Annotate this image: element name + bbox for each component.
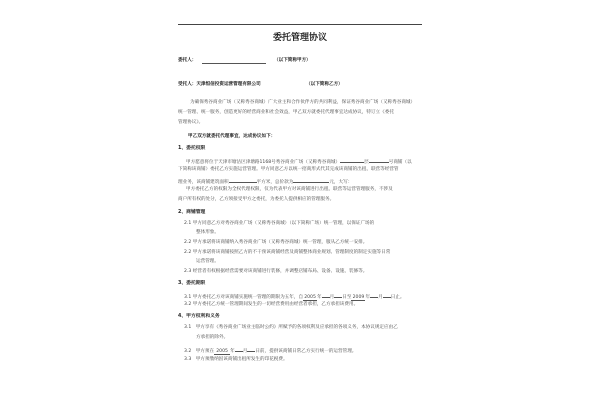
section-2-item-1: 2.1 甲方同意乙方对秀谷商业广场（又称秀谷商城）（以下简称广场）统一管理，以保证广场的 [184, 221, 375, 226]
section-3-heading: 3、委托期限 [178, 281, 206, 286]
intro-line-1: 为确保秀谷商业广场（又称秀谷商城）广大业主和合作伙伴方的共同利益，保证秀谷商业广场（又称秀谷商城） [190, 100, 416, 105]
section-4-item-3: 3.3 甲方须缴纳因该商铺出租所发生的印花税费。 [184, 357, 288, 362]
section-4-item-1-cont: 方承担的除外。 [196, 335, 229, 340]
party-b-label: 受托人：天津恒信投资运营管理有限公司 [178, 82, 261, 87]
intro-line-2: 统一管理、统一服务，创造更好的经营商业和社会效益，甲乙双方就委托代理事宜达成协议，特订立《委托 [178, 110, 394, 115]
party-b-note: （以下简称乙方） [306, 82, 343, 87]
section-2-item-4: 2.3 经营者有权根据经营需要对该商铺进行装修，并调整店铺布局、设备、设施、装修等。 [184, 269, 368, 274]
header-rule [178, 24, 422, 25]
party-a-name-blank [202, 58, 266, 64]
section-4-item-2: 3.2 甲方须在 2005 年 月 日前，提供该商铺日常乙方实行统一的运营管理。 [184, 346, 356, 355]
section-4-item-1: 3.1 甲方享有《秀谷商业广场业主临时公约》所赋予的各项权利及应承担的各项义务，本协议规定应由乙 [184, 325, 398, 330]
section-1-line-3: 理业务，该商铺建筑面积 平方米，总价款为 元，大写： [178, 177, 352, 186]
section-3-item-1: 3.1 甲方委托乙方对该商铺实施统一管理的期限为五年，自2005年 月 日至2009年 月 日止。 [184, 292, 404, 301]
section-2-item-3: 2.2 甲方承诺将该商铺按照乙方的不干预该商铺经营及商铺整体商业规划、管理制度的制定实施等日常 [184, 250, 391, 255]
section-2-item-3-cont: 运营管理。 [196, 259, 219, 264]
section-1-line-5: 商户所有权的处分，乙方须接受甲方之委托，为委托人提供相应的管理服务。 [178, 197, 335, 202]
party-a-label: 委托人： [178, 58, 197, 63]
section-4-heading: 4、甲方权利和义务 [178, 314, 220, 319]
section-1-line-2: 下简称该商铺）委托乙方实施运营管理。甲方同意乙方以统一招商形式代其完成该商铺的出租、联营等经营管 [178, 167, 399, 172]
document-title: 委托管理协议 [272, 33, 327, 43]
section-1-line-4: 甲方委托乙方的权限为全权代理权限，仅为代表甲方对该商铺进行出租、联营等运营管理服务，不涉及 [186, 187, 393, 192]
section-2-item-2: 2.2 甲方承诺将该商铺纳入秀谷商业广场（又称秀谷商城）统一管理，服从乙方统一安排。 [184, 240, 368, 245]
section-2-heading: 2、商铺管理 [178, 210, 206, 215]
section-2-item-1-cont: 整体形象。 [196, 230, 219, 235]
intro-line-3: 管理协议》。 [178, 120, 204, 125]
party-a-note: （以下简称甲方） [274, 58, 311, 63]
section-1-heading: 1、委托权限 [178, 146, 206, 151]
section-3-item-2: 3.2 甲方委托乙方统一管理期间发生的一切经营费用由经营者承担，乙方承担该费用。 [184, 302, 359, 307]
section-1-line-1: 甲方愿意将位于天津市塘沽区津塘路1168号秀谷商业广场（又称秀谷商城） 层 号商铺（以 [186, 157, 412, 166]
agreement-heading: 甲乙双方就委托代理事宜，达成协议如下： [188, 134, 276, 139]
